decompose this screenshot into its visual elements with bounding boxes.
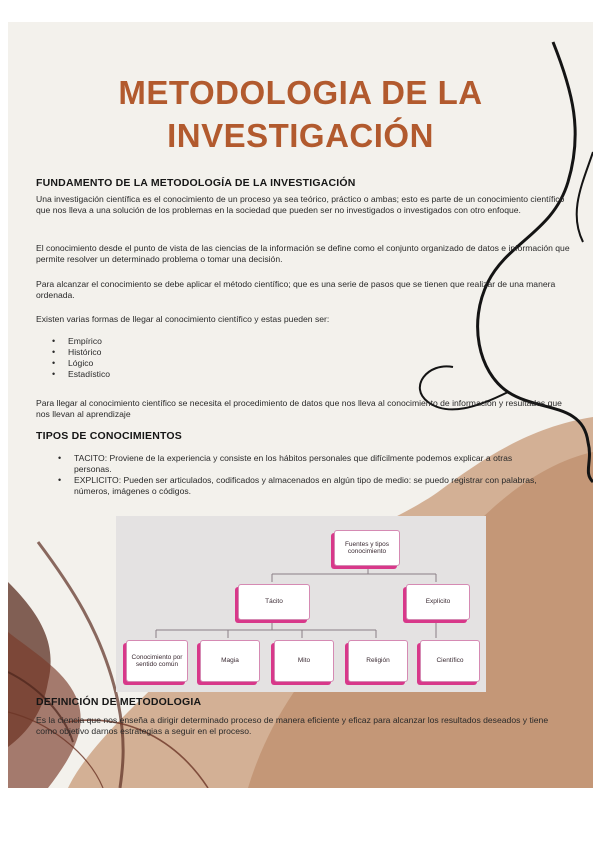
- list-item: • TACITO: Proviene de la experiencia y consiste en los hábitos personales que difícilmente podemos explicar a otras personas.: [52, 453, 542, 475]
- diagram-node-cientifico: Científico: [420, 640, 480, 682]
- diagram-node-religion: Religión: [348, 640, 408, 682]
- list-item: • Histórico: [46, 347, 110, 358]
- list-item: • Lógico: [46, 358, 110, 369]
- diagram-node-root: Fuentes y tipos conocimiento: [334, 530, 400, 566]
- diagram-node-magia: Magia: [200, 640, 260, 682]
- diagram-node-mito: Mito: [274, 640, 334, 682]
- diagram-node-sentido-comun: Conocimiento por sentido común: [126, 640, 188, 682]
- list-item: • Empírico: [46, 336, 110, 347]
- diagram-node-explicito: Explícito: [406, 584, 470, 620]
- section-heading-tipos: TIPOS DE CONOCIMIENTOS: [36, 430, 182, 442]
- paragraph: Es la ciencia que nos enseña a dirigir determinado proceso de manera eficiente y eficaz para alcanzar los resultados deseados y tiene como objetivo darnos estrategias a seguir en el proceso.: [36, 715, 549, 736]
- paragraph: Para llegar al conocimiento científico se necesita el procedimiento de datos que nos lleva al conocimiento de información y resultados que nos llevan al aprendizaje: [36, 398, 562, 419]
- section-heading-fundamento: FUNDAMENTO DE LA METODOLOGÍA DE LA INVESTIGACIÓN: [36, 177, 356, 189]
- forms-list: [46, 336, 110, 380]
- page-title-line1: METODOLOGIA DE LA: [118, 74, 483, 111]
- section-heading-definicion: DEFINICIÓN DE METODOLOGIA: [36, 696, 202, 708]
- page-title-line2: INVESTIGACIÓN: [167, 117, 434, 154]
- document-page: [8, 22, 593, 788]
- list-item: • Estadístico: [46, 369, 110, 380]
- tipos-list: [52, 453, 542, 497]
- list-item: • EXPLICITO: Pueden ser articulados, codificados y almacenados en algún tipo de medio: se puedo registrar con palabras, números, imágenes o códigos.: [52, 475, 542, 497]
- paragraph: Una investigación científica es el conocimiento de un proceso ya sea teórico, práctico o ambas; esto es parte de un conocimiento científico que nos lleva a una solución de los problemas en la sociedad que pueden ser no investigados o investigados con otro enfoque.: [36, 194, 565, 215]
- paragraph: El conocimiento desde el punto de vista de las ciencias de la información se define como el conjunto organizado de datos e información que permite resolver un determinado problema o tomar una decisión.: [36, 243, 570, 264]
- paragraph: Para alcanzar el conocimiento se debe aplicar el método científico; que es una serie de pasos que se tienen que realizar de una manera ordenada.: [36, 279, 556, 300]
- paragraph: Existen varias formas de llegar al conocimiento científico y estas pueden ser:: [36, 314, 330, 324]
- diagram-node-tacito: Tácito: [238, 584, 310, 620]
- knowledge-diagram: [116, 516, 486, 692]
